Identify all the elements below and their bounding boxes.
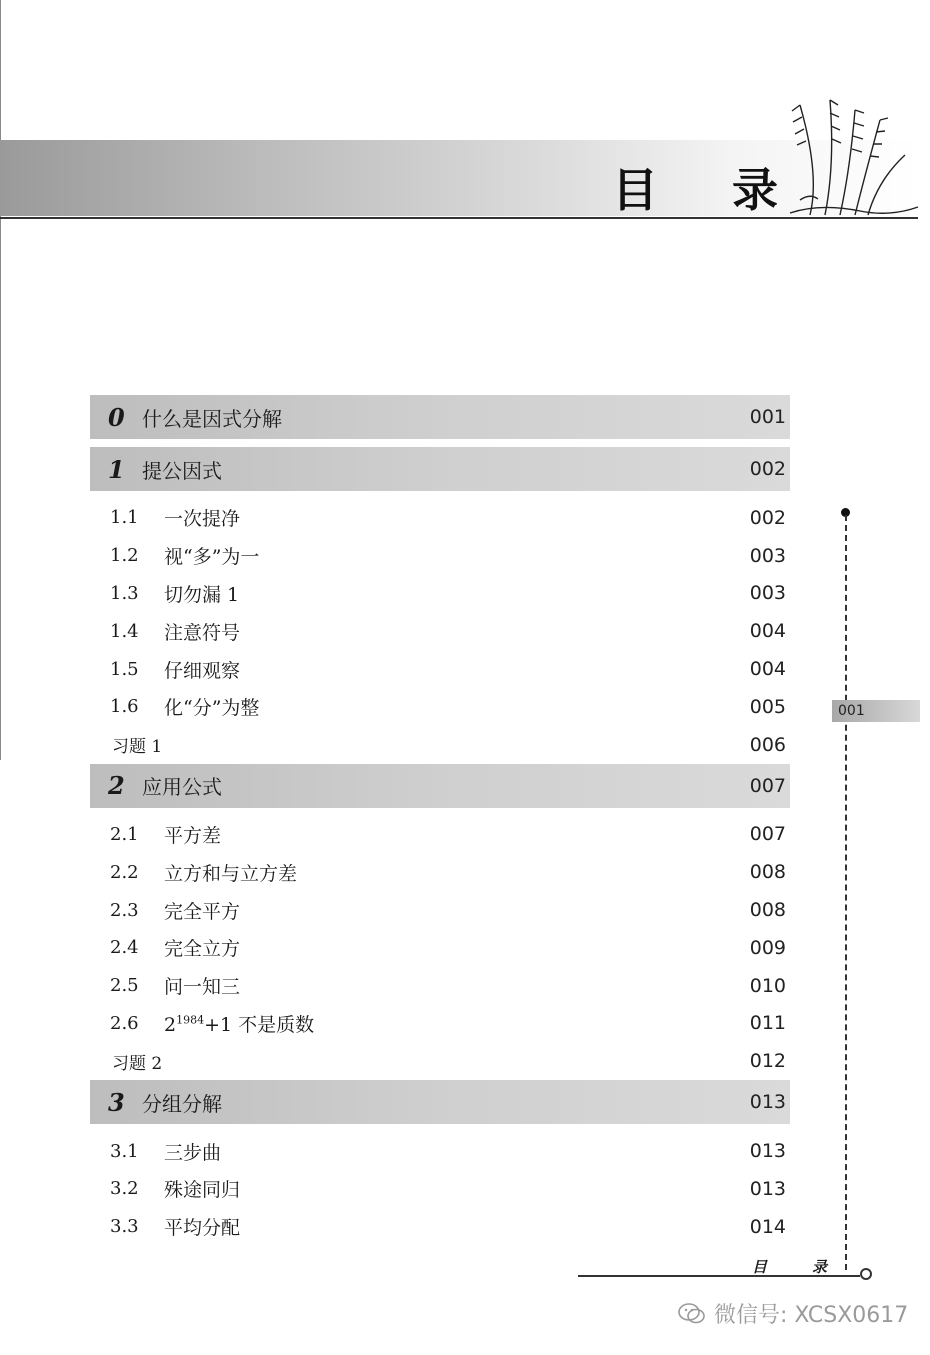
- section-page: 003: [749, 544, 786, 567]
- chapter-page: 001: [749, 406, 786, 428]
- chapter-page: 002: [749, 458, 786, 480]
- section-page: 004: [749, 658, 786, 681]
- section-title: 平方差: [164, 824, 222, 847]
- reeds-illustration: [780, 95, 920, 220]
- section-number: 3.3: [110, 1216, 139, 1238]
- section-title: 完全立方: [164, 938, 241, 961]
- chapter-0-row[interactable]: [90, 395, 790, 439]
- section-number: 3.1: [110, 1140, 139, 1162]
- section-number: 2.3: [110, 899, 139, 921]
- section-row-2-6[interactable]: [90, 1005, 790, 1043]
- chapter-3-row[interactable]: [90, 1080, 790, 1124]
- section-number: 3.2: [110, 1178, 139, 1200]
- exercise-row-2[interactable]: [90, 1042, 790, 1080]
- side-dashed-line: [845, 515, 847, 1270]
- section-page: 003: [749, 582, 786, 605]
- section-page: 011: [749, 1012, 786, 1035]
- section-page: 013: [749, 1177, 786, 1200]
- section-row-3-3[interactable]: [90, 1208, 790, 1246]
- section-row-2-4[interactable]: [90, 929, 790, 967]
- section-title: 完全平方: [164, 900, 241, 923]
- exercise-page: 006: [749, 733, 786, 756]
- section-number: 2.6: [110, 1012, 139, 1034]
- section-title: 视“多”为一: [164, 546, 260, 569]
- section-page: 002: [749, 506, 786, 529]
- page-number-tab: [832, 700, 920, 722]
- formula-exponent: 1984: [176, 1013, 205, 1027]
- section-number: 2.1: [110, 823, 139, 845]
- section-row-2-1[interactable]: [90, 816, 790, 854]
- page-title-char-2: 录: [732, 163, 778, 217]
- watermark-text: 微信号: XCSX0617: [714, 1303, 909, 1328]
- section-number: 2.5: [110, 975, 139, 997]
- exercise-label: 习题 1: [112, 737, 163, 758]
- section-row-1-1[interactable]: [90, 499, 790, 537]
- page-number: 001: [838, 703, 865, 719]
- section-title: 切勿漏 1: [164, 583, 240, 606]
- section-title: 注意符号: [164, 621, 241, 644]
- section-row-2-3[interactable]: [90, 891, 790, 929]
- section-title: 殊途同归: [164, 1179, 241, 1202]
- exercise-label: 习题 2: [112, 1053, 163, 1074]
- chapter-number: 3: [108, 1087, 125, 1117]
- section-page: 004: [749, 620, 786, 643]
- chapter-title: 什么是因式分解: [142, 406, 282, 431]
- section-title: [164, 1010, 726, 1037]
- formula-rest: +1 不是质数: [204, 1013, 315, 1036]
- section-row-1-5[interactable]: [90, 650, 790, 688]
- section-row-3-2[interactable]: [90, 1170, 790, 1208]
- section-title: 仔细观察: [164, 659, 241, 682]
- section-page: 014: [749, 1215, 786, 1238]
- section-title: 平均分配: [164, 1217, 241, 1240]
- section-number: 1.3: [110, 582, 139, 604]
- chapter-page: 007: [749, 774, 786, 797]
- footer-label-1: 目: [752, 1258, 768, 1276]
- section-title: 立方和与立方差: [164, 862, 298, 885]
- chapter-number: 0: [108, 402, 125, 432]
- formula-base: 2: [164, 1013, 177, 1036]
- chapter-2-row[interactable]: [90, 764, 790, 808]
- section-page: 010: [749, 974, 786, 997]
- chapter-title: 分组分解: [142, 1091, 222, 1116]
- section-number: 1.2: [110, 545, 139, 567]
- section-number: 2.4: [110, 937, 139, 959]
- section-title: 化“分”为整: [164, 697, 260, 720]
- section-page: 008: [749, 899, 786, 922]
- section-row-1-6[interactable]: [90, 688, 790, 726]
- chapter-number: 1: [108, 454, 125, 484]
- section-number: 1.5: [110, 658, 139, 680]
- section-row-1-3[interactable]: [90, 575, 790, 613]
- section-page: 007: [749, 823, 786, 846]
- section-title: 一次提净: [164, 508, 241, 531]
- section-title: 问一知三: [164, 976, 241, 999]
- section-number: 1.4: [110, 620, 139, 642]
- section-number: 1.6: [110, 696, 139, 718]
- wechat-icon: [678, 1302, 706, 1326]
- table-of-contents: [90, 395, 790, 1246]
- section-number: 2.2: [110, 861, 139, 883]
- chapter-title: 提公因式: [142, 458, 222, 483]
- section-page: 005: [749, 695, 786, 718]
- section-row-2-2[interactable]: [90, 853, 790, 891]
- section-page: 008: [749, 861, 786, 884]
- section-page: 013: [749, 1140, 786, 1163]
- exercise-page: 012: [749, 1050, 786, 1073]
- chapter-page: 013: [749, 1091, 786, 1114]
- chapter-number: 2: [108, 771, 125, 801]
- section-row-2-5[interactable]: [90, 967, 790, 1005]
- section-row-1-2[interactable]: [90, 537, 790, 575]
- footer-label-2: 录: [812, 1258, 828, 1276]
- section-title: 三步曲: [164, 1141, 222, 1164]
- chapter-title: 应用公式: [142, 775, 222, 800]
- section-page: 009: [749, 936, 786, 959]
- chapter-1-row[interactable]: [90, 447, 790, 491]
- section-number: 1.1: [110, 507, 139, 529]
- watermark: [678, 1298, 908, 1329]
- section-row-3-1[interactable]: [90, 1132, 790, 1170]
- page-title-char-1: 目: [612, 163, 658, 217]
- footer-circle-icon: [860, 1268, 872, 1280]
- section-row-1-4[interactable]: [90, 612, 790, 650]
- exercise-row-1[interactable]: [90, 726, 790, 764]
- page-edge-rule: [0, 0, 1, 760]
